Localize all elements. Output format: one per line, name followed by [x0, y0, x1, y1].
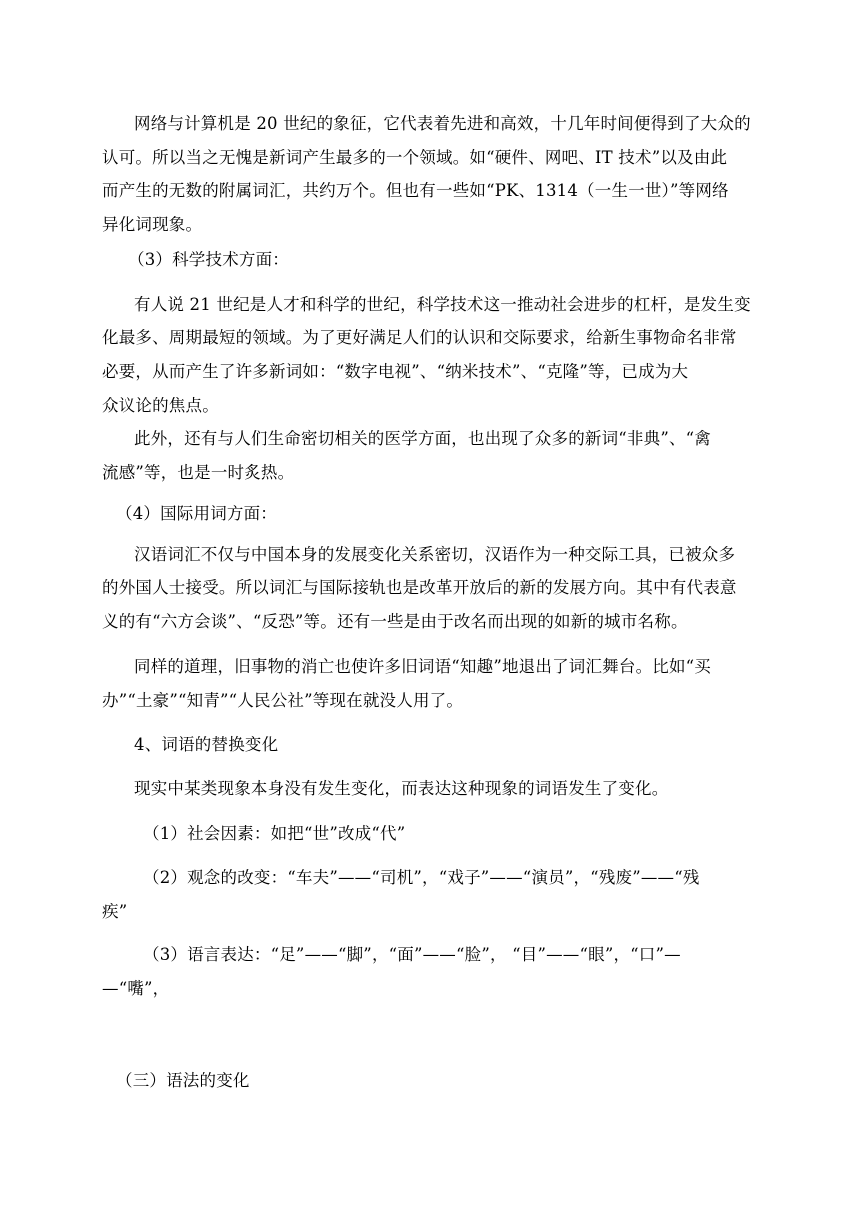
text-line: 义的有“六方会谈”、“反恐”等。还有一些是由于改名而出现的如新的城市名称。 [102, 612, 688, 631]
list-item: 疾” [102, 902, 128, 921]
text-line: 此外，还有与人们生命密切相关的医学方面，也出现了众多的新词“非典”、“禽 [134, 429, 712, 448]
text-line: 网络与计算机是 20 世纪的象征，它代表着先进和高效，十几年时间便得到了大众的 [134, 114, 751, 133]
text-line: 的外国人士接受。所以词汇与国际接轨也是改革开放后的新的发展方向。其中有代表意 [102, 578, 737, 597]
text-line: 异化词现象。 [102, 215, 203, 234]
list-item: （2）观念的改变：“车夫”——“司机”，“戏子”——“演员”，“残废”——“残 [143, 868, 700, 887]
text-line: 认可。所以当之无愧是新词产生最多的一个领域。如“硬件、网吧、IT 技术”以及由此 [102, 148, 728, 167]
section-heading: 4、词语的替换变化 [134, 735, 279, 754]
text-line: 流感”等，也是一时炙热。 [102, 463, 295, 482]
text-line: 而产生的无数的附属词汇，共约万个。但也有一些如“PK、1314（一生一世）”等网络 [102, 181, 729, 200]
list-item: —“嘴”， [102, 979, 170, 998]
text-line: 同样的道理，旧事物的消亡也使许多旧词语“知趣”地退出了词汇舞台。比如“买 [134, 657, 712, 676]
section-heading: （三）语法的变化 [116, 1071, 250, 1090]
text-line: 必要，从而产生了许多新词如：“数字电视”、“纳米技术”、“克隆”等，已成为大 [102, 362, 689, 381]
text-line: 化最多、周期最短的领域。为了更好满足人们的认识和交际要求，给新生事物命名非常 [102, 328, 737, 347]
list-item: （1）社会因素：如把“世”改成“代” [143, 824, 406, 843]
section-heading: （3）科学技术方面： [128, 250, 289, 269]
list-item: （3）语言表达：“足”——“脚”，“面”——“脸”， “目”——“眼”，“口”— [143, 945, 681, 964]
text-line: 有人说 21 世纪是人才和科学的世纪，科学技术这一推动社会进步的杠杆，是发生变 [134, 295, 751, 314]
text-line: 办”“土豪”“知青”“人民公社”等现在就没人用了。 [102, 691, 464, 710]
text-line: 众议论的焦点。 [102, 396, 219, 415]
text-line: 现实中某类现象本身没有发生变化，而表达这种现象的词语发生了变化。 [134, 779, 669, 798]
section-heading: （4）国际用词方面： [116, 504, 277, 523]
text-line: 汉语词汇不仅与中国本身的发展变化关系密切，汉语作为一种交际工具，已被众多 [134, 545, 736, 564]
